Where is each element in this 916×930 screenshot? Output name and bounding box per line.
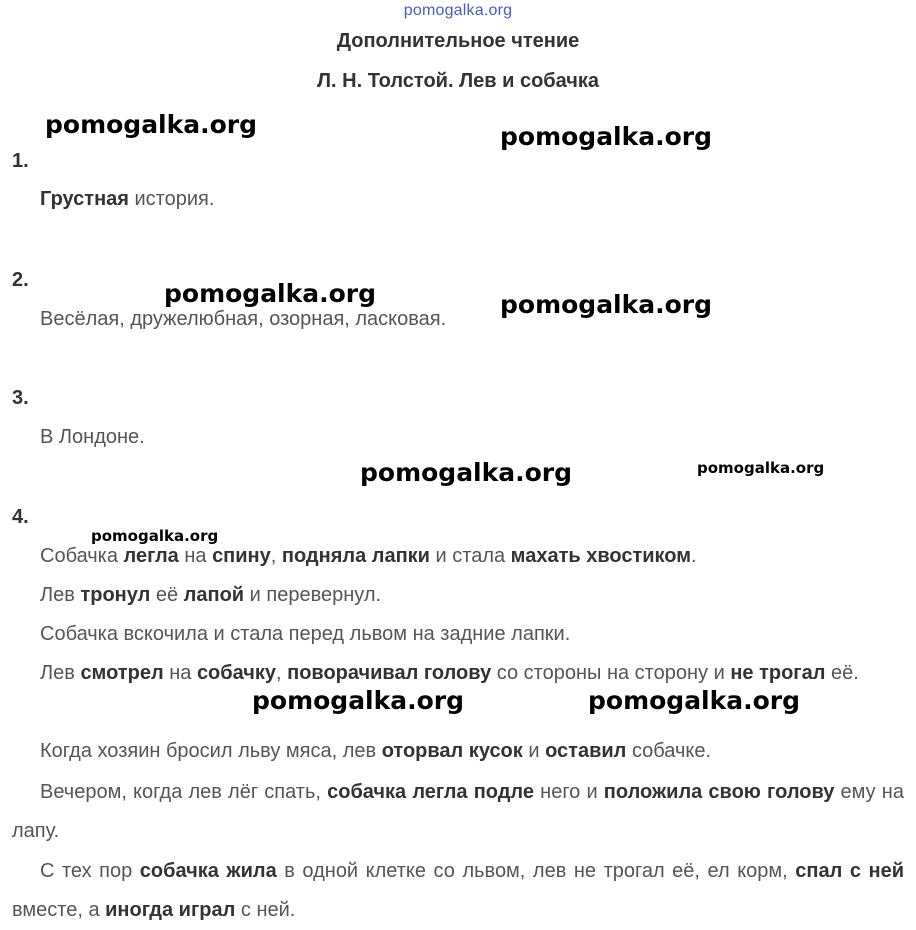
watermark: pomogalka.org — [164, 279, 377, 308]
watermark: pomogalka.org — [500, 122, 713, 151]
question-number: 3. — [12, 387, 29, 409]
story-title: Л. Н. Толстой. Лев и собачка — [316, 70, 600, 92]
answer-paragraph: Собачка легла на спину, подняла лапки и стала махать хвостиком. — [40, 545, 697, 567]
answer-paragraph: Вечером, когда лев лёг спать, собачка легла подле него и положила свою голову ему на лапу. — [12, 781, 904, 842]
question-number: 4. — [12, 506, 29, 528]
answer-bold: Грустная — [40, 188, 129, 210]
answer-text: Весёлая, дружелюбная, озорная, ласковая. — [40, 308, 447, 330]
answer-paragraph: Собачка вскочила и стала перед львом на задние лапки. — [40, 623, 571, 645]
answer-paragraph: Лев тронул её лапой и перевернул. — [40, 584, 382, 606]
watermark: pomogalka.org — [588, 686, 801, 715]
section-title: Дополнительное чтение — [336, 30, 580, 52]
watermark: pomogalka.org — [360, 458, 573, 487]
answer-text: В Лондоне. — [40, 426, 145, 448]
answer-paragraph: С тех пор собачка жила в одной клетке со львом, лев не трогал её, ел корм, спал с ней вместе, а иногда играл с ней. — [12, 860, 905, 921]
watermark: pomogalka.org — [252, 686, 465, 715]
question-number: 2. — [12, 269, 29, 291]
answer-text — [40, 188, 214, 211]
answer-paragraph: Лев смотрел на собачку, поворачивал голову со стороны на сторону и не трогал её. — [40, 662, 859, 684]
watermark: pomogalka.org — [91, 527, 219, 545]
watermark: pomogalka.org — [45, 110, 258, 139]
answer-rest: история. — [128, 188, 215, 210]
answer-paragraph: Когда хозяин бросил льву мяса, лев оторвал кусок и оставил собачке. — [40, 740, 712, 762]
watermark: pomogalka.org — [697, 459, 825, 477]
top-watermark: pomogalka.org — [403, 2, 513, 19]
watermark: pomogalka.org — [500, 290, 713, 319]
question-number: 1. — [12, 150, 29, 172]
